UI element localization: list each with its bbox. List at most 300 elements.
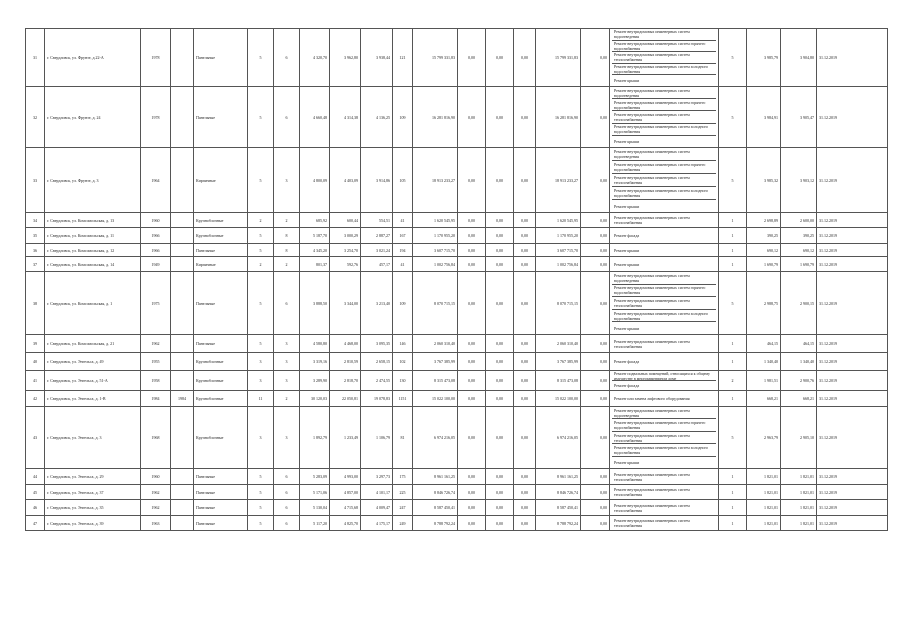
other-funds-cell: 0,00 (581, 485, 610, 500)
total-cost-cell: 6 974 216,05 (413, 407, 458, 469)
max-cost-per-sqm-cell: 1 690,79 (781, 257, 817, 272)
work-item: Ремонт фасада (614, 233, 640, 238)
work-types-cell (610, 371, 719, 391)
row-number: 46 (26, 500, 45, 516)
table-row (26, 391, 888, 407)
address-cell: г. Свердловск, ул. Комсомольская, д. 13 (45, 213, 141, 228)
work-types-cell (610, 516, 719, 531)
work-count-cell: 5 (719, 407, 747, 469)
entrances-cell: 3 (274, 407, 300, 469)
private-area-cell: 3 213,40 (361, 272, 393, 335)
work-count-cell: 1 (719, 213, 747, 228)
work-list (612, 244, 716, 256)
owners-funds-cell: 18 913 233,27 (536, 148, 581, 213)
private-area-cell: 2 658,15 (361, 353, 393, 371)
residents-cell: 194 (393, 244, 413, 257)
row-number: 33 (26, 148, 45, 213)
work-list (612, 407, 716, 468)
owners-funds-cell: 1 620 545,95 (536, 213, 581, 228)
fund-federal-cell: 0,00 (458, 407, 486, 469)
address-cell: г. Свердловск, ул. Комсомольская, д. 11 (45, 228, 141, 244)
private-area-cell: 3 938,44 (361, 29, 393, 87)
cost-per-sqm-cell: 2 963,79 (747, 407, 781, 469)
fund-regional-cell: 0,00 (486, 407, 514, 469)
cost-per-sqm-cell: 1 821,01 (747, 516, 781, 531)
floors-cell: 5 (248, 244, 274, 257)
owners-funds-cell: 8 587 450,41 (536, 500, 581, 516)
table-row (26, 485, 888, 500)
entrances-cell: 6 (274, 485, 300, 500)
fund-federal-cell: 0,00 (458, 500, 486, 516)
fund-federal-cell: 0,00 (458, 516, 486, 531)
deadline-cell: 31.12.2019 (817, 516, 888, 531)
entrances-cell: 8 (274, 228, 300, 244)
owners-funds-cell: 1 002 756,84 (536, 257, 581, 272)
address-cell: г. Свердловск, ул. Фрунзе, д. 24 (45, 87, 141, 148)
work-item: Ремонт внутридомовых инженерных систем горячего водоснабжения (612, 161, 716, 174)
entrances-cell: 6 (274, 29, 300, 87)
wall-material-cell: Кирпичные (194, 257, 248, 272)
work-types-cell (610, 244, 719, 257)
max-cost-per-sqm-cell: 1 821,01 (781, 516, 817, 531)
owners-funds-cell: 2 060 310,40 (536, 335, 581, 353)
fund-regional-cell: 0,00 (486, 244, 514, 257)
deadline-cell: 31.12.2019 (817, 29, 888, 87)
residents-cell: 109 (393, 87, 413, 148)
fund-regional-cell: 0,00 (486, 29, 514, 87)
row-number: 34 (26, 213, 45, 228)
deadline-cell: 31.12.2019 (817, 353, 888, 371)
address-cell: г. Свердловск, ул. Комсомольская, д. 1 (45, 272, 141, 335)
deadline-cell: 31.12.2019 (817, 257, 888, 272)
deadline-cell: 31.12.2019 (817, 335, 888, 353)
cost-per-sqm-cell: 2 988,75 (747, 272, 781, 335)
residents-cell: 109 (393, 272, 413, 335)
private-area-cell: 4 175,17 (361, 516, 393, 531)
work-types-cell (610, 257, 719, 272)
commission-year-cell (171, 29, 194, 87)
fund-regional-cell: 0,00 (486, 371, 514, 391)
private-area-cell: 3 914,86 (361, 148, 393, 213)
row-number: 36 (26, 244, 45, 257)
commission-year-cell (171, 213, 194, 228)
address-cell: г. Свердловск, ул. Комсомольская, д. 14 (45, 257, 141, 272)
total-area-cell: 1 892,79 (300, 407, 330, 469)
living-area-cell: 4 857,00 (330, 485, 361, 500)
address-cell: г. Свердловск, ул. Фрунзе, д.22-А (45, 29, 141, 87)
entrances-cell: 3 (274, 335, 300, 353)
register-body (26, 29, 888, 531)
other-funds-cell: 0,00 (581, 244, 610, 257)
table-row (26, 469, 888, 485)
wall-material-cell: Крупноблочные (194, 213, 248, 228)
work-item: Ремонт внутридомовых инженерных систем теплоснабжения (614, 487, 690, 497)
work-types-cell (610, 469, 719, 485)
wall-material-cell: Панельные (194, 516, 248, 531)
work-count-cell: 5 (719, 272, 747, 335)
entrances-cell: 6 (274, 272, 300, 335)
build-year-cell: 1958 (141, 371, 171, 391)
fund-local-cell: 0,00 (514, 469, 536, 485)
total-cost-cell: 18 913 233,27 (413, 148, 458, 213)
address-cell: г. Свердловск, ул. Энгельса, д. 49 (45, 353, 141, 371)
floors-cell: 5 (248, 87, 274, 148)
total-area-cell: 3 319,16 (300, 353, 330, 371)
work-item: Ремонт внутридомовых инженерных систем теплоснабжения (614, 215, 690, 225)
work-count-cell: 2 (719, 371, 747, 391)
work-count-cell: 1 (719, 228, 747, 244)
living-area-cell: 1 233,49 (330, 407, 361, 469)
living-area-cell: 4 825,70 (330, 516, 361, 531)
total-area-cell: 3 888,50 (300, 272, 330, 335)
other-funds-cell: 0,00 (581, 213, 610, 228)
living-area-cell: 3 254,70 (330, 244, 361, 257)
total-cost-cell: 15 799 331,83 (413, 29, 458, 87)
fund-regional-cell: 0,00 (486, 516, 514, 531)
total-cost-cell: 3 607 715,70 (413, 244, 458, 257)
floors-cell: 5 (248, 272, 274, 335)
cost-per-sqm-cell: 390,25 (747, 228, 781, 244)
private-area-cell: 2 887,27 (361, 228, 393, 244)
commission-year-cell (171, 500, 194, 516)
cost-per-sqm-cell: 3 984,91 (747, 87, 781, 148)
work-types-cell (610, 213, 719, 228)
cost-per-sqm-cell: 464,15 (747, 335, 781, 353)
living-area-cell: 3 962,80 (330, 29, 361, 87)
floors-cell: 5 (248, 485, 274, 500)
commission-year-cell (171, 148, 194, 213)
wall-material-cell: Панельные (194, 272, 248, 335)
fund-federal-cell: 0,00 (458, 148, 486, 213)
total-area-cell: 5 130,04 (300, 500, 330, 516)
fund-regional-cell: 0,00 (486, 272, 514, 335)
work-count-cell: 5 (719, 148, 747, 213)
address-cell: г. Свердловск, ул. Комсомольская, д. 21 (45, 335, 141, 353)
wall-material-cell: Крупноблочные (194, 407, 248, 469)
address-cell: г. Свердловск, ул. Энгельса, д. 29 (45, 469, 141, 485)
living-area-cell: 22 050,81 (330, 391, 361, 407)
table-row (26, 87, 888, 148)
residents-cell: 121 (393, 29, 413, 87)
commission-year-cell (171, 335, 194, 353)
max-cost-per-sqm-cell: 464,15 (781, 335, 817, 353)
commission-year-cell (171, 371, 194, 391)
other-funds-cell: 0,00 (581, 500, 610, 516)
residents-cell: 1151 (393, 391, 413, 407)
table-row (26, 353, 888, 371)
commission-year-cell (171, 272, 194, 335)
private-area-cell: 1 106,79 (361, 407, 393, 469)
build-year-cell: 1960 (141, 213, 171, 228)
fund-federal-cell: 0,00 (458, 335, 486, 353)
residents-cell: 225 (393, 485, 413, 500)
work-list (612, 87, 716, 147)
total-area-cell: 30 120,03 (300, 391, 330, 407)
work-list (612, 148, 716, 212)
residents-cell: 81 (393, 407, 413, 469)
residents-cell: 175 (393, 469, 413, 485)
other-funds-cell: 0,00 (581, 257, 610, 272)
other-funds-cell: 0,00 (581, 516, 610, 531)
fund-regional-cell: 0,00 (486, 87, 514, 148)
fund-federal-cell: 0,00 (458, 87, 486, 148)
owners-funds-cell: 3 607 715,70 (536, 244, 581, 257)
fund-local-cell: 0,00 (514, 407, 536, 469)
max-cost-per-sqm-cell: 2 900,15 (781, 272, 817, 335)
owners-funds-cell: 16 281 816,90 (536, 87, 581, 148)
work-item: Ремонт крыши (614, 247, 640, 253)
owners-funds-cell: 8 788 792,24 (536, 516, 581, 531)
work-item: Ремонт фасада (614, 383, 640, 388)
deadline-cell: 31.12.2019 (817, 213, 888, 228)
work-types-cell (610, 407, 719, 469)
fund-federal-cell: 0,00 (458, 469, 486, 485)
owners-funds-cell: 8 070 715,15 (536, 272, 581, 335)
work-count-cell: 5 (719, 87, 747, 148)
wall-material-cell: Панельные (194, 29, 248, 87)
other-funds-cell: 0,00 (581, 148, 610, 213)
work-item: Ремонт внутридомовых инженерных систем холодного водоснабжения (612, 64, 716, 76)
total-area-cell: 4 580,80 (300, 335, 330, 353)
table-row (26, 335, 888, 353)
work-list (612, 516, 716, 530)
fund-federal-cell: 0,00 (458, 257, 486, 272)
private-area-cell: 4 009,47 (361, 500, 393, 516)
cost-per-sqm-cell: 1 821,01 (747, 469, 781, 485)
private-area-cell: 554,51 (361, 213, 393, 228)
build-year-cell: 1968 (141, 407, 171, 469)
owners-funds-cell: 8 315 473,08 (536, 371, 581, 391)
work-list (612, 213, 716, 227)
work-item: Ремонт внутридомовых инженерных систем водоотведения (612, 87, 716, 99)
floors-cell: 5 (248, 228, 274, 244)
other-funds-cell: 0,00 (581, 391, 610, 407)
total-area-cell: 5 117,20 (300, 516, 330, 531)
deadline-cell: 31.12.2019 (817, 272, 888, 335)
wall-material-cell: Кирпичные (194, 148, 248, 213)
total-cost-cell: 1 620 545,95 (413, 213, 458, 228)
entrances-cell: 2 (274, 257, 300, 272)
address-cell: г. Свердловск, ул. Энгельса, д. 39 (45, 516, 141, 531)
work-list (612, 29, 716, 86)
row-number: 44 (26, 469, 45, 485)
private-area-cell: 2 474,55 (361, 371, 393, 391)
living-area-cell: 592,76 (330, 257, 361, 272)
address-cell: г. Свердловск, ул. Энгельса, д. 37 (45, 485, 141, 500)
owners-funds-cell: 8 846 726,74 (536, 485, 581, 500)
commission-year-cell (171, 257, 194, 272)
fund-regional-cell: 0,00 (486, 213, 514, 228)
work-count-cell: 1 (719, 335, 747, 353)
fund-regional-cell: 0,00 (486, 228, 514, 244)
other-funds-cell: 0,00 (581, 272, 610, 335)
work-item: Ремонт крыши (614, 203, 640, 209)
work-count-cell: 1 (719, 469, 747, 485)
work-item: Ремонт внутридомовых инженерных систем холодного водоснабжения (612, 444, 716, 456)
residents-cell: 130 (393, 371, 413, 391)
cost-per-sqm-cell: 2 698,89 (747, 213, 781, 228)
work-item: Ремонт внутридомовых инженерных систем теплоснабжения (612, 432, 716, 444)
register-sheet (25, 28, 887, 637)
living-area-cell: 600,44 (330, 213, 361, 228)
row-number: 37 (26, 257, 45, 272)
work-count-cell: 1 (719, 485, 747, 500)
row-number: 35 (26, 228, 45, 244)
row-number: 38 (26, 272, 45, 335)
cost-per-sqm-cell: 1 690,79 (747, 257, 781, 272)
build-year-cell: 1966 (141, 228, 171, 244)
residents-cell: 167 (393, 228, 413, 244)
total-cost-cell: 8 315 473,08 (413, 371, 458, 391)
work-item: Ремонт фасада (614, 359, 640, 364)
row-number: 41 (26, 371, 45, 391)
work-types-cell (610, 391, 719, 407)
table-row (26, 29, 888, 87)
build-year-cell: 1955 (141, 353, 171, 371)
entrances-cell: 3 (274, 148, 300, 213)
work-count-cell: 1 (719, 353, 747, 371)
other-funds-cell: 0,00 (581, 371, 610, 391)
private-area-cell: 4 101,17 (361, 485, 393, 500)
commission-year-cell (171, 407, 194, 469)
row-number: 47 (26, 516, 45, 531)
fund-federal-cell: 0,00 (458, 213, 486, 228)
fund-local-cell: 0,00 (514, 335, 536, 353)
work-types-cell (610, 148, 719, 213)
table-row (26, 500, 888, 516)
build-year-cell: 1949 (141, 257, 171, 272)
max-cost-per-sqm-cell: 690,12 (781, 244, 817, 257)
total-cost-cell: 8 788 792,24 (413, 516, 458, 531)
wall-material-cell: Панельные (194, 244, 248, 257)
work-item: Ремонт внутридомовых инженерных систем холодного водоснабжения (612, 187, 716, 200)
row-number: 43 (26, 407, 45, 469)
deadline-cell: 31.12.2019 (817, 87, 888, 148)
private-area-cell: 3 021,24 (361, 244, 393, 257)
build-year-cell: 1978 (141, 87, 171, 148)
commission-year-cell (171, 353, 194, 371)
other-funds-cell: 0,00 (581, 228, 610, 244)
address-cell: г. Свердловск, ул. Энгельса, д. 1-В (45, 391, 141, 407)
fund-regional-cell: 0,00 (486, 469, 514, 485)
work-count-cell: 1 (719, 516, 747, 531)
living-area-cell: 2 810,59 (330, 353, 361, 371)
cost-per-sqm-cell: 3 985,32 (747, 148, 781, 213)
living-area-cell: 4 993,00 (330, 469, 361, 485)
work-list (612, 228, 716, 243)
fund-local-cell: 0,00 (514, 228, 536, 244)
build-year-cell: 1962 (141, 500, 171, 516)
cost-per-sqm-cell: 668,21 (747, 391, 781, 407)
entrances-cell: 3 (274, 353, 300, 371)
work-list (612, 500, 716, 515)
row-number: 40 (26, 353, 45, 371)
owners-funds-cell: 3 767 385,99 (536, 353, 581, 371)
table-row (26, 516, 888, 531)
total-cost-cell: 1 002 756,84 (413, 257, 458, 272)
deadline-cell: 31.12.2019 (817, 469, 888, 485)
work-count-cell: 5 (719, 29, 747, 87)
fund-local-cell: 0,00 (514, 371, 536, 391)
work-count-cell: 1 (719, 391, 747, 407)
cost-per-sqm-cell: 1 981,51 (747, 371, 781, 391)
residents-cell: 247 (393, 500, 413, 516)
build-year-cell: 1984 (141, 391, 171, 407)
cost-per-sqm-cell: 690,12 (747, 244, 781, 257)
cost-per-sqm-cell: 3 985,79 (747, 29, 781, 87)
table-row (26, 213, 888, 228)
living-area-cell: 3 344,00 (330, 272, 361, 335)
total-area-cell: 3 289,90 (300, 371, 330, 391)
wall-material-cell: Панельные (194, 469, 248, 485)
fund-regional-cell: 0,00 (486, 148, 514, 213)
max-cost-per-sqm-cell: 3 905,47 (781, 87, 817, 148)
deadline-cell: 31.12.2019 (817, 148, 888, 213)
fund-local-cell: 0,00 (514, 257, 536, 272)
work-item: Ремонт крыши (614, 78, 640, 84)
residents-cell: 102 (393, 353, 413, 371)
fund-regional-cell: 0,00 (486, 257, 514, 272)
fund-federal-cell: 0,00 (458, 272, 486, 335)
table-row (26, 257, 888, 272)
floors-cell: 5 (248, 29, 274, 87)
work-item: Ремонт внутридомовых инженерных систем теплоснабжения (614, 338, 690, 349)
work-item: Ремонт внутридомовых инженерных систем теплоснабжения (612, 174, 716, 187)
work-item: Ремонт внутридомовых инженерных систем горячего водоснабжения (612, 41, 716, 53)
residents-cell: 146 (393, 335, 413, 353)
owners-funds-cell: 15 799 331,83 (536, 29, 581, 87)
address-cell: г. Свердловск, ул. Фрунзе, д. 3 (45, 148, 141, 213)
wall-material-cell: Крупноблочные (194, 228, 248, 244)
work-item: Ремонт внутридомовых инженерных систем теплоснабжения (614, 471, 690, 482)
build-year-cell: 1962 (141, 485, 171, 500)
work-item: Ремонт внутридомовых инженерных систем горячего водоснабжения (612, 419, 716, 431)
wall-material-cell: Панельные (194, 485, 248, 500)
commission-year-cell (171, 469, 194, 485)
owners-funds-cell: 6 974 216,05 (536, 407, 581, 469)
entrances-cell: 6 (274, 87, 300, 148)
work-item: Ремонт внутридомовых инженерных систем теплоснабжения (612, 297, 716, 310)
work-types-cell (610, 29, 719, 87)
fund-regional-cell: 0,00 (486, 353, 514, 371)
address-cell: г. Свердловск, ул. Энгельса, д. 3 (45, 407, 141, 469)
fund-local-cell: 0,00 (514, 148, 536, 213)
work-types-cell (610, 272, 719, 335)
work-item: Ремонт внутридомовых инженерных систем теплоснабжения (612, 52, 716, 64)
work-item: Ремонт подвальных помещений, относящихся к общему имуществу в многоквартирном доме (612, 371, 716, 381)
fund-federal-cell: 0,00 (458, 244, 486, 257)
floors-cell: 2 (248, 257, 274, 272)
work-item: Ремонт крыши (614, 459, 640, 465)
fund-local-cell: 0,00 (514, 87, 536, 148)
work-list (612, 335, 716, 352)
fund-regional-cell: 0,00 (486, 391, 514, 407)
total-cost-cell: 1 170 955,20 (413, 228, 458, 244)
work-count-cell: 1 (719, 257, 747, 272)
other-funds-cell: 0,00 (581, 407, 610, 469)
entrances-cell: 2 (274, 213, 300, 228)
entrances-cell: 6 (274, 500, 300, 516)
entrances-cell: 2 (274, 391, 300, 407)
private-area-cell: 4 136,25 (361, 87, 393, 148)
residents-cell: 41 (393, 213, 413, 228)
total-area-cell: 4 320,70 (300, 29, 330, 87)
table-row (26, 272, 888, 335)
work-types-cell (610, 335, 719, 353)
residents-cell: 249 (393, 516, 413, 531)
build-year-cell: 1962 (141, 335, 171, 353)
fund-local-cell: 0,00 (514, 391, 536, 407)
